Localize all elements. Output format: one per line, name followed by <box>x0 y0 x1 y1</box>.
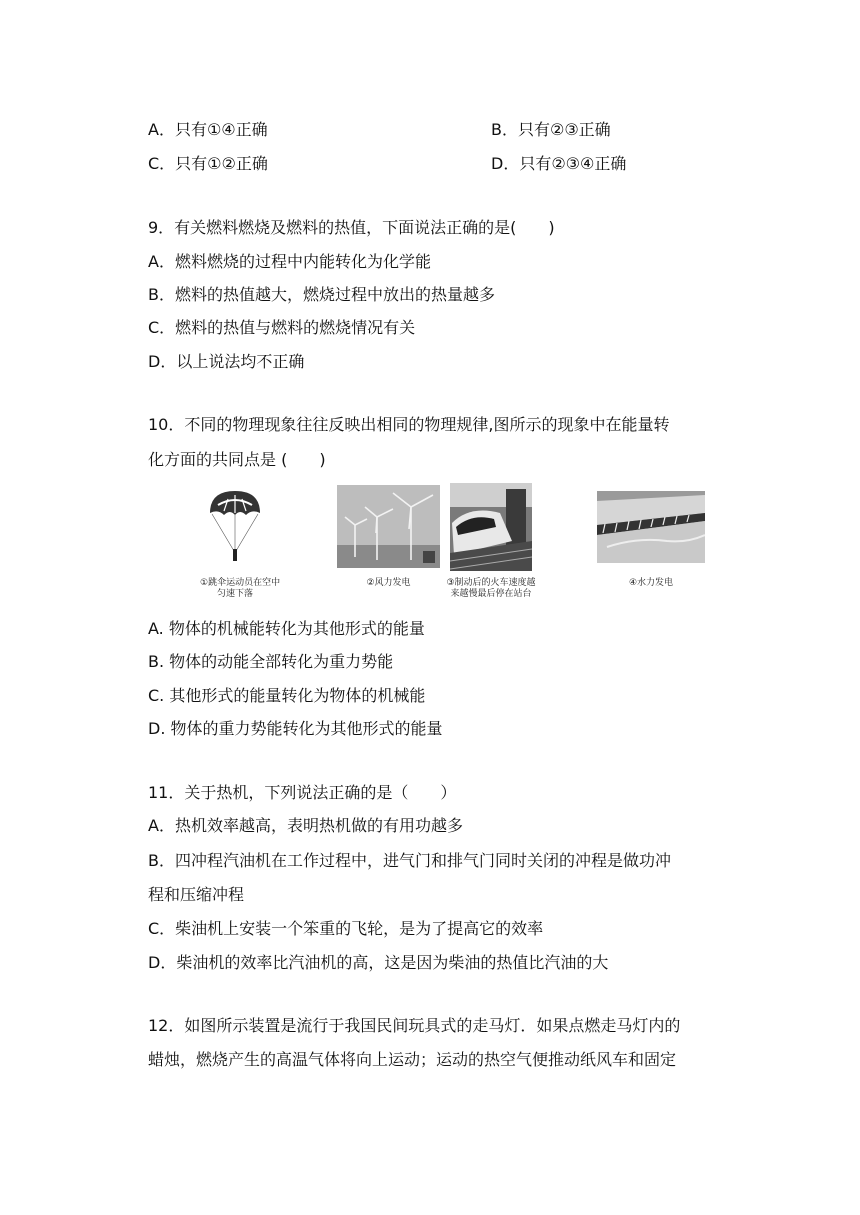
caption-3-line2: 来越慢最后停在站台 <box>450 589 532 599</box>
q11-option-b-cont: 程和压缩冲程 <box>148 885 245 904</box>
q10-stem-line2: 化方面的共同点是 ( ) <box>148 450 326 469</box>
parachute-illustration <box>200 483 270 568</box>
q11-option-c: C．柴油机上安装一个笨重的飞轮，是为了提高它的效率 <box>148 919 544 938</box>
q10-option-d: D. 物体的重力势能转化为其他形式的能量 <box>148 719 443 738</box>
q11-option-a: A．热机效率越高，表明热机做的有用功越多 <box>148 816 463 835</box>
q8-option-c: C．只有①②正确 <box>148 154 268 173</box>
q9-option-b: B．燃料的热值越大，燃烧过程中放出的热量越多 <box>148 285 495 304</box>
q11-option-d: D．柴油机的效率比汽油机的高，这是因为柴油的热值比汽油的大 <box>148 953 609 972</box>
q10-stem-line1: 10．不同的物理现象往往反映出相同的物理规律,图所示的现象中在能量转 <box>148 415 670 434</box>
q9-stem: 9．有关燃料燃烧及燃料的热值，下面说法正确的是( ) <box>148 218 555 237</box>
caption-3-line1: ③制动后的火车速度越 <box>446 578 536 588</box>
train-photo <box>450 483 532 571</box>
q12-stem-line1: 12．如图所示装置是流行于我国民间玩具式的走马灯．如果点燃走马灯内的 <box>148 1016 681 1035</box>
q9-option-c: C．燃料的热值与燃料的燃烧情况有关 <box>148 318 416 337</box>
q10-option-a: A. 物体的机械能转化为其他形式的能量 <box>148 619 425 638</box>
q10-figure <box>200 483 710 608</box>
q9-option-d: D．以上说法均不正确 <box>148 352 305 371</box>
caption-4: ④水力发电 <box>628 578 674 588</box>
hydropower-dam-photo <box>597 491 705 563</box>
q10-option-c: C. 其他形式的能量转化为物体的机械能 <box>148 686 426 705</box>
q8-option-b: B．只有②③正确 <box>491 120 611 139</box>
q8-option-d: D．只有②③④正确 <box>491 154 627 173</box>
q12-stem-line2: 蜡烛，燃烧产生的高温气体将向上运动；运动的热空气便推动纸风车和固定 <box>148 1050 677 1069</box>
caption-2: ②风力发电 <box>366 578 411 588</box>
q9-option-a: A．燃料燃烧的过程中内能转化为化学能 <box>148 252 431 271</box>
q10-option-b: B. 物体的动能全部转化为重力势能 <box>148 652 394 671</box>
q11-stem: 11．关于热机，下列说法正确的是（ ） <box>148 783 457 802</box>
q11-option-b: B．四冲程汽油机在工作过程中，进气门和排气门同时关闭的冲程是做功冲 <box>148 851 671 870</box>
caption-1-line1: ①跳伞运动员在空中 <box>200 578 281 588</box>
caption-1-line2: 匀速下落 <box>216 589 253 599</box>
q8-option-a: A．只有①④正确 <box>148 120 268 139</box>
wind-turbine-photo <box>337 485 440 568</box>
